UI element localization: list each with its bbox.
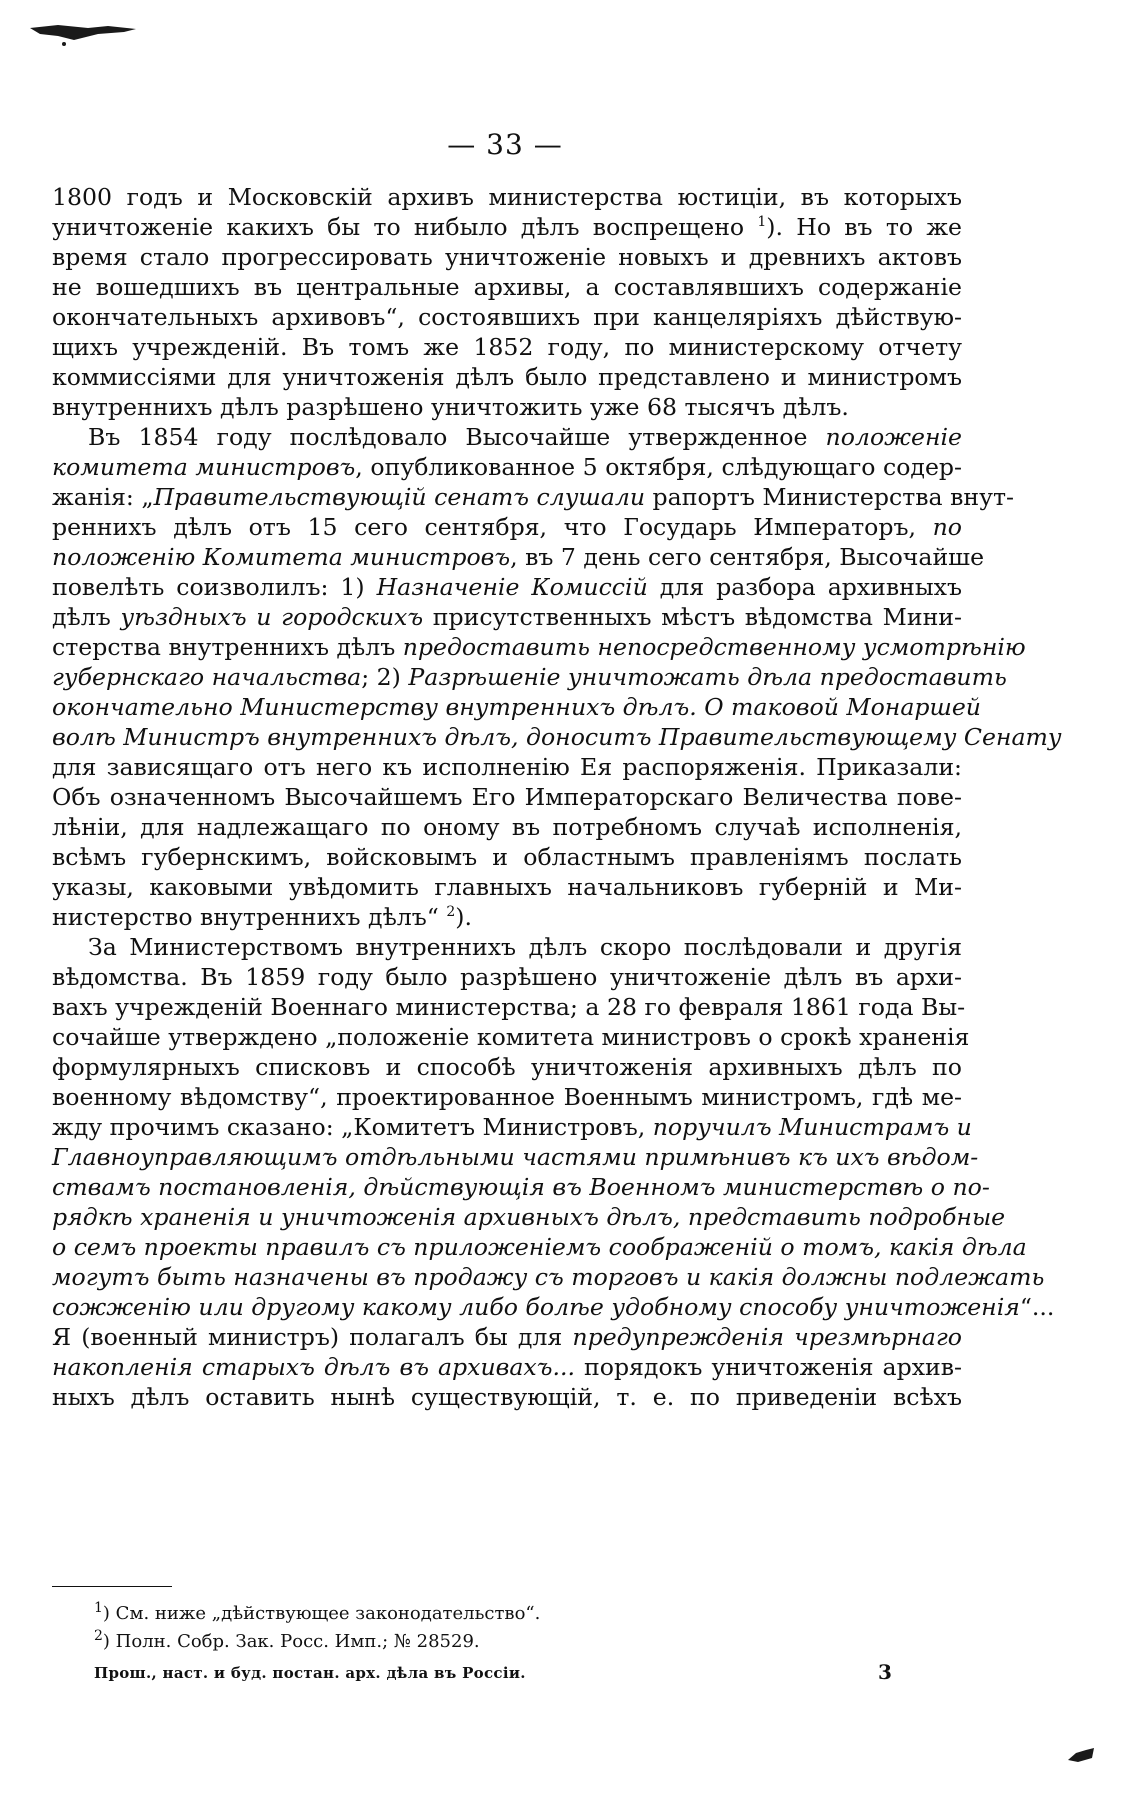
text-line: лѣніи, для надлежащаго по оному въ потребномъ случаѣ исполненія, — [52, 813, 962, 841]
text-span: для разбора архивныхъ — [647, 573, 962, 601]
paragraph-3 — [52, 932, 1055, 1412]
italic-span: по — [932, 513, 962, 541]
footnote-text: ) См. ниже „дѣйствующее законодательство“. — [102, 1603, 541, 1624]
text-line — [52, 602, 962, 632]
text-span: , опубликованное 5 октября, слѣдующаго содер- — [355, 453, 962, 481]
text-span: ). — [455, 903, 472, 931]
italic-span: положенію Комитета министровъ — [52, 543, 511, 571]
sheet-number: 3 — [878, 1660, 892, 1684]
scan-artifact-top-left — [28, 22, 140, 48]
text-line: внутреннихъ дѣлъ разрѣшено уничтожить уже 68 тысячъ дѣлъ. — [52, 393, 849, 421]
text-line: указы, каковыми увѣдомить главныхъ начальниковъ губерній и Ми- — [52, 873, 962, 901]
text-line — [52, 212, 962, 242]
text-line: ныхъ дѣлъ оставить нынѣ существующій, т. е. по приведеніи всѣхъ — [52, 1383, 962, 1411]
text-span: “... — [1019, 1293, 1055, 1321]
footnote-ref: 1 — [757, 214, 767, 231]
text-line: За Министерствомъ внутреннихъ дѣлъ скоро послѣдовали и другія — [88, 933, 962, 961]
text-span: Въ 1854 году послѣдовало Высочайше утвержденное — [88, 423, 826, 451]
page-number: — 33 — — [447, 128, 563, 161]
text-span: жду прочимъ сказано: „Комитетъ Министровъ, — [52, 1113, 653, 1141]
italic-span: комитета министровъ — [52, 453, 356, 481]
text-line: Объ означенномъ Высочайшемъ Его Императорскаго Величества пове- — [52, 783, 962, 811]
text-span: повелѣть соизволилъ: 1) — [52, 573, 377, 601]
text-span: дѣлъ — [52, 603, 121, 631]
italic-span: предупрежденія чрезмѣрнаго — [572, 1323, 962, 1351]
text-line — [52, 482, 1015, 512]
italic-span: положеніе — [825, 423, 962, 451]
text-line — [52, 452, 962, 482]
body-text — [52, 182, 1062, 1412]
text-line — [52, 512, 962, 542]
text-line: 1800 годъ и Московскій архивъ министерства юстиціи, въ которыхъ — [52, 183, 962, 211]
italic-span: предоставить непосредственному усмотрѣнію — [402, 633, 1026, 661]
text-span: уничтоженіе какихъ бы то нибыло дѣлъ воспрещено — [52, 213, 745, 241]
text-line: не вошедшихъ въ центральные архивы, а составлявшихъ содержаніе — [52, 273, 962, 301]
text-line: сочайше утверждено „положеніе комитета министровъ о срокѣ храненія — [52, 1023, 970, 1051]
text-line — [52, 422, 962, 452]
text-line: щихъ учрежденій. Въ томъ же 1852 году, по министерскому отчету — [52, 333, 962, 361]
text-span: ; 2) — [361, 663, 409, 691]
footnote-1 — [94, 1600, 794, 1628]
italic-span: поручилъ Министрамъ и — [652, 1113, 972, 1141]
text-line — [52, 572, 962, 602]
paragraph-1 — [52, 182, 962, 422]
text-span: стерства внутреннихъ дѣлъ — [52, 633, 403, 661]
paragraph-2 — [52, 422, 1062, 932]
text-line: вахъ учрежденій Военнаго министерства; а 28 го февраля 1861 года Вы- — [52, 993, 966, 1021]
text-line: всѣмъ губернскимъ, войсковымъ и областнымъ правленіямъ послать — [52, 843, 962, 871]
footnotes — [94, 1600, 794, 1656]
footnote-marker: 1 — [94, 1600, 103, 1616]
text-span: , въ 7 день сего сентября, Высочайше — [510, 543, 985, 571]
text-line: о семъ проекты правилъ съ приложеніемъ соображеній о томъ, какія дѣла — [52, 1233, 1027, 1261]
footnote-text: ) Полн. Собр. Зак. Росс. Имп.; № 28529. — [102, 1631, 480, 1652]
italic-span: губернскаго начальства — [52, 663, 362, 691]
text-line — [52, 1292, 1055, 1322]
italic-span: Правительствующій сенатъ слушали — [153, 483, 646, 511]
text-line: военному вѣдомству“, проектированное Военнымъ министромъ, гдѣ ме- — [52, 1083, 962, 1111]
text-span: Я (военный министръ) полагалъ бы для — [52, 1323, 573, 1351]
footnote-divider — [52, 1586, 172, 1587]
text-line: вѣдомства. Въ 1859 году было разрѣшено уничтоженіе дѣлъ въ архи- — [52, 963, 962, 991]
text-span: ). Но въ то же — [766, 213, 962, 241]
text-line: окончательныхъ архивовъ“, состоявшихъ при канцеляріяхъ дѣйствую- — [52, 303, 962, 331]
text-span: реннихъ дѣлъ отъ 15 сего сентября, что Государь Императоръ, — [52, 513, 933, 541]
text-line — [52, 902, 962, 932]
text-span: жанія: „ — [52, 483, 154, 511]
footnote-2 — [94, 1628, 794, 1656]
text-line: время стало прогрессировать уничтоженіе новыхъ и древнихъ актовъ — [52, 243, 962, 271]
text-line: формулярныхъ списковъ и способѣ уничтоженія архивныхъ дѣлъ по — [52, 1053, 962, 1081]
text-line: окончательно Министерству внутреннихъ дѣлъ. О таковой Монаршей — [52, 693, 981, 721]
text-line — [52, 542, 985, 572]
text-span: присутственныхъ мѣстъ вѣдомства Мини- — [423, 603, 962, 631]
text-line: для зависящаго отъ него къ исполненію Ея распоряженія. Приказали: — [52, 753, 962, 781]
text-line: ствамъ постановленія, дѣйствующія въ Военномъ министерствѣ о по- — [52, 1173, 990, 1201]
text-line: коммиссіями для уничтоженія дѣлъ было представлено и министромъ — [52, 363, 962, 391]
italic-span: сожженію или другому какому либо болѣе удобному способу уничтоженія — [52, 1293, 1020, 1321]
text-line: рядкѣ храненія и уничтоженія архивныхъ дѣлъ, представить подробные — [52, 1203, 1006, 1231]
scan-artifact-bottom-right — [1068, 1748, 1094, 1762]
italic-span: уѣздныхъ и городскихъ — [120, 603, 424, 631]
text-line — [52, 1112, 972, 1142]
text-span: рапортъ Министерства внут- — [645, 483, 1015, 511]
italic-span: Назначеніе Комиссій — [376, 573, 648, 601]
text-line: Главноуправляющимъ отдѣльными частями примѣнивъ къ ихъ вѣдом- — [52, 1143, 979, 1171]
italic-span: Разрѣшеніе уничтожать дѣла предоставить — [408, 663, 1007, 691]
text-line — [52, 1322, 962, 1352]
footnote-marker: 2 — [94, 1628, 103, 1644]
text-line — [52, 662, 1007, 692]
text-line — [52, 1352, 962, 1382]
footnote-ref: 2 — [446, 904, 456, 921]
text-span: нистерство внутреннихъ дѣлъ“ — [52, 903, 447, 931]
text-line: волѣ Министръ внутреннихъ дѣлъ, доноситъ Правительствующему Сенату — [52, 723, 1062, 751]
text-line — [52, 632, 1026, 662]
text-line: могутъ быть назначены въ продажу съ торговъ и какія должны подлежать — [52, 1263, 1045, 1291]
text-span: порядокъ уничтоженія архив- — [574, 1353, 962, 1381]
printer-signature: Прош., наст. и буд. постан. арх. дѣла въ Россіи. — [94, 1664, 526, 1682]
italic-span: накопленія старыхъ дѣлъ въ архивахъ... — [52, 1353, 575, 1381]
